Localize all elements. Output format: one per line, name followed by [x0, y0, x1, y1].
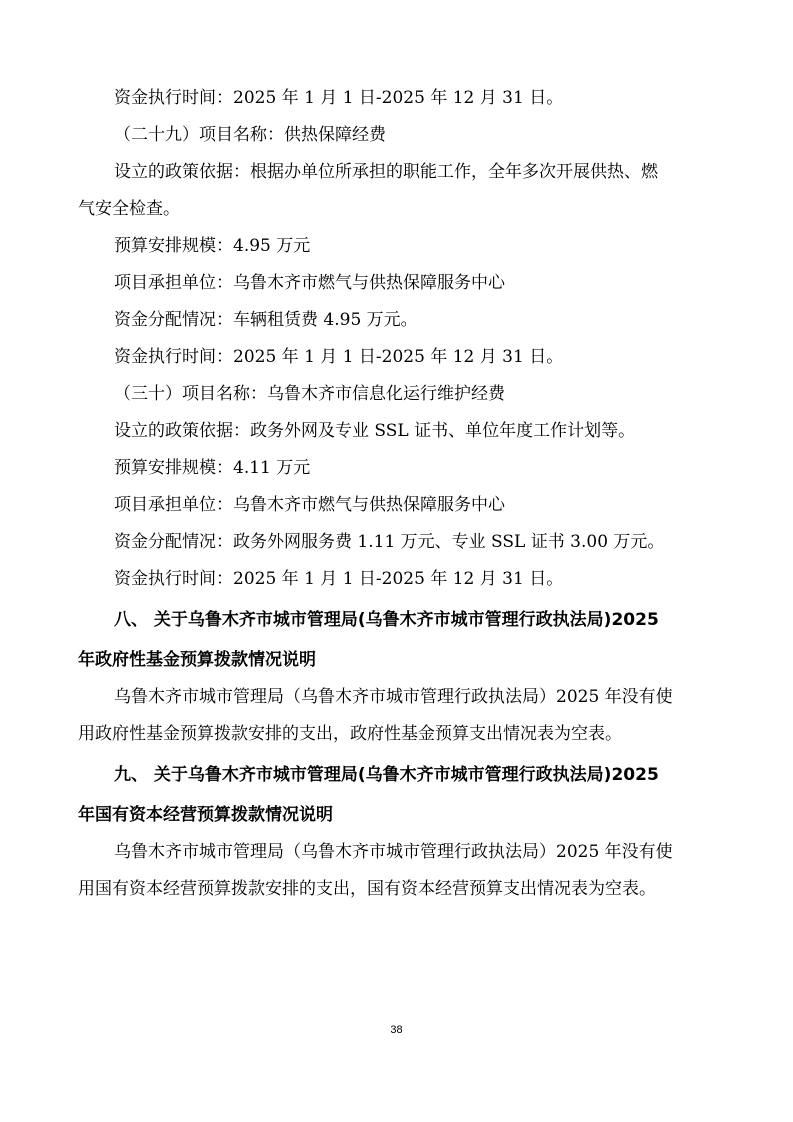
project-title-line: （二十九）项目名称：供热保障经费 [114, 125, 386, 145]
text-line: 资金执行时间：2025 年 1 月 1 日-2025 年 12 月 31 日。 [114, 88, 564, 108]
text-line: 项目承担单位：乌鲁木齐市燃气与供热保障服务中心 [114, 495, 505, 515]
section-heading: 年政府性基金预算拨款情况说明 [78, 650, 316, 670]
text-line: 资金分配情况：车辆租赁费 4.95 万元。 [114, 310, 418, 330]
section-heading: 八、 关于乌鲁木齐市城市管理局(乌鲁木齐市城市管理行政执法局)2025 [114, 610, 659, 630]
text-line: 气安全检查。 [78, 199, 180, 219]
section-heading: 九、 关于乌鲁木齐市城市管理局(乌鲁木齐市城市管理行政执法局)2025 [114, 765, 659, 785]
text-line: 乌鲁木齐市城市管理局（乌鲁木齐市城市管理行政执法局）2025 年没有使 [114, 687, 673, 707]
text-line: 用国有资本经营预算拨款安排的支出，国有资本经营预算支出情况表为空表。 [78, 879, 656, 899]
section-heading: 年国有资本经营预算拨款情况说明 [78, 805, 333, 825]
text-line: 设立的政策依据：根据办单位所承担的职能工作，全年多次开展供热、燃 [114, 162, 658, 182]
text-line: 乌鲁木齐市城市管理局（乌鲁木齐市城市管理行政执法局）2025 年没有使 [114, 842, 673, 862]
text-line: 用政府性基金预算拨款安排的支出，政府性基金预算支出情况表为空表。 [78, 724, 622, 744]
text-line: 资金执行时间：2025 年 1 月 1 日-2025 年 12 月 31 日。 [114, 569, 564, 589]
project-title-line: （三十）项目名称：乌鲁木齐市信息化运行维护经费 [114, 384, 505, 404]
text-line: 资金分配情况：政务外网服务费 1.11 万元、专业 SSL 证书 3.00 万元。 [114, 532, 665, 552]
page-number: 38 [390, 1024, 403, 1036]
text-line: 项目承担单位：乌鲁木齐市燃气与供热保障服务中心 [114, 273, 505, 293]
text-line: 预算安排规模：4.11 万元 [114, 458, 311, 478]
text-line: 设立的政策依据：政务外网及专业 SSL 证书、单位年度工作计划等。 [114, 421, 636, 441]
text-line: 预算安排规模：4.95 万元 [114, 236, 311, 256]
text-line: 资金执行时间：2025 年 1 月 1 日-2025 年 12 月 31 日。 [114, 347, 564, 367]
